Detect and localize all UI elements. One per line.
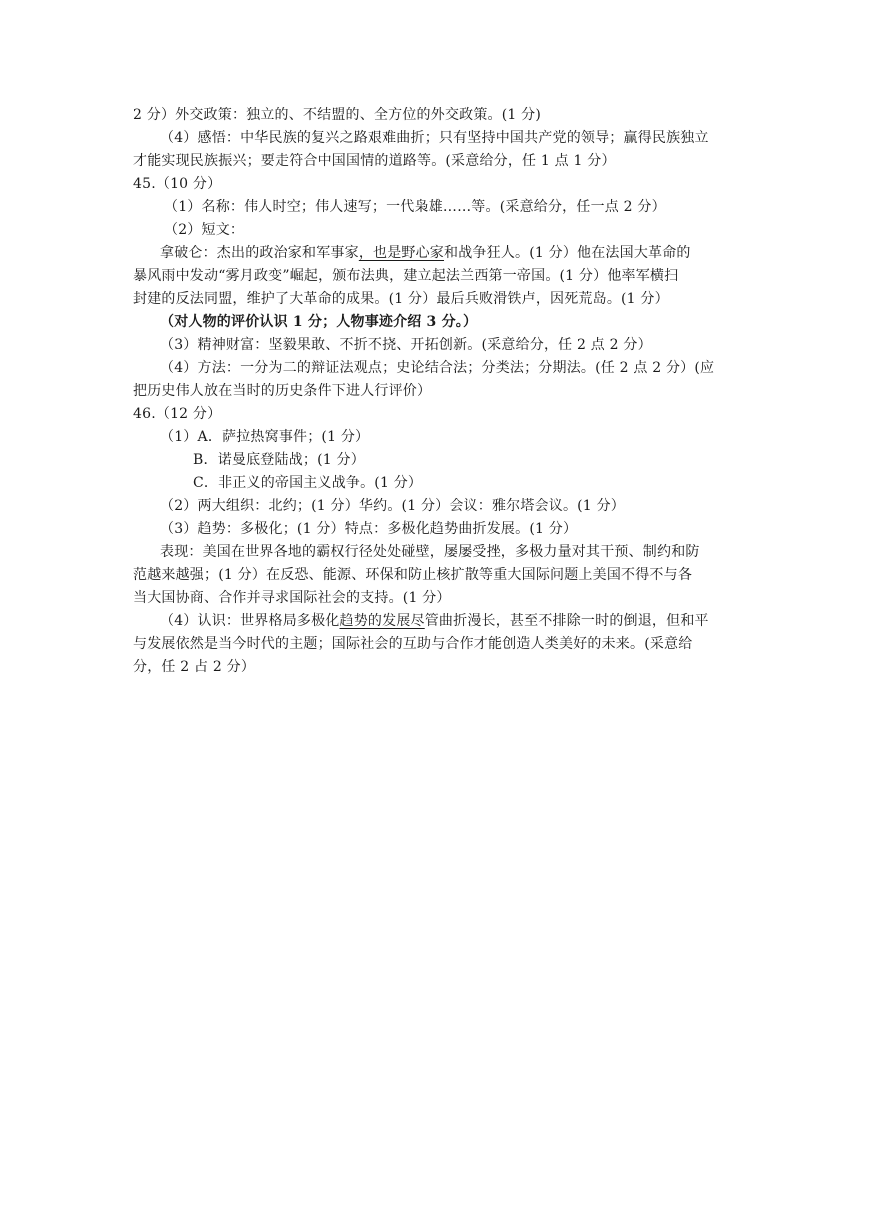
answer-text: 管曲折漫长，甚至不排除一时的倒退，但和平 <box>424 613 709 629</box>
underlined-text: 趋势的发展尽 <box>339 613 425 629</box>
answer-line: （4）方法：一分为二的辩证法观点；史论结合法；分类法；分期法。(任 2 点 2 分）(应 <box>160 360 715 376</box>
answer-line: （3）精神财富：坚毅果敢、不折不挠、开拓创新。(采意给分，任 2 点 2 分） <box>160 337 652 353</box>
answer-line: （2）短文： <box>164 222 245 238</box>
answer-line: （3）趋势：多极化；(1 分）特点：多极化趋势曲折发展。(1 分） <box>160 521 578 537</box>
answer-line: 2 分）外交政策：独立的、不结盟的、全方位的外交政策。(1 分) <box>133 107 542 123</box>
answer-line <box>160 242 691 264</box>
answer-text: （4）认识：世界格局多极化 <box>160 613 340 629</box>
answer-line: B．诺曼底登陆战；(1 分） <box>193 452 365 468</box>
question-number: 46.（12 分） <box>133 406 222 422</box>
answer-line: 与发展依然是当今时代的主题；国际社会的互助与合作才能创造人类美好的未来。(采意给 <box>133 636 693 652</box>
answer-line: （1）A．萨拉热窝事件；(1 分） <box>160 429 370 445</box>
answer-line: 当大国协商、合作并寻求国际社会的支持。(1 分） <box>133 590 451 606</box>
answer-line: （4）感悟：中华民族的复兴之路艰难曲折；只有坚持中国共产党的领导；赢得民族独立 <box>160 130 709 146</box>
answer-line: C．非正义的帝国主义战争。(1 分） <box>193 475 423 491</box>
answer-line <box>160 610 709 632</box>
answer-line: （1）名称：伟人时空；伟人速写；一代枭雄……等。(采意给分，任一点 2 分） <box>164 199 666 215</box>
answer-line: 才能实现民族振兴；要走符合中国国情的道路等。(采意给分，任 1 点 1 分） <box>133 153 616 169</box>
answer-line: （2）两大组织：北约；(1 分）华约。(1 分）会议：雅尔塔会议。(1 分） <box>160 498 625 514</box>
underlined-text: ，也是野心家 <box>358 245 445 261</box>
answer-text: 拿破仑：杰出的政治家和军事家 <box>160 245 359 261</box>
answer-line: 暴风雨中发动“雾月政变”崛起，颁布法典，建立起法兰西第一帝国。(1 分）他率军横扫 <box>133 268 679 284</box>
question-number: 45.（10 分） <box>133 176 222 192</box>
answer-line: 表现：美国在世界各地的霸权行径处处碰壁，屡屡受挫，多极力量对其干预、制约和防 <box>160 544 700 560</box>
answer-line: 范越来越强；(1 分）在反恐、能源、环保和防止核扩散等重大国际问题上美国不得不与各 <box>133 567 693 583</box>
answer-line: 封建的反法同盟，维护了大革命的成果。(1 分）最后兵败滑铁卢，因死荒岛。(1 分） <box>133 291 669 307</box>
answer-text: 和战争狂人。(1 分）他在法国大革命的 <box>444 245 691 261</box>
answer-line: 分，任 2 占 2 分） <box>133 659 256 675</box>
scoring-note: （对人物的评价认识 1 分；人物事迹介绍 3 分。） <box>160 314 478 330</box>
answer-line: 把历史伟人放在当时的历史条件下进人行评价） <box>133 383 432 399</box>
